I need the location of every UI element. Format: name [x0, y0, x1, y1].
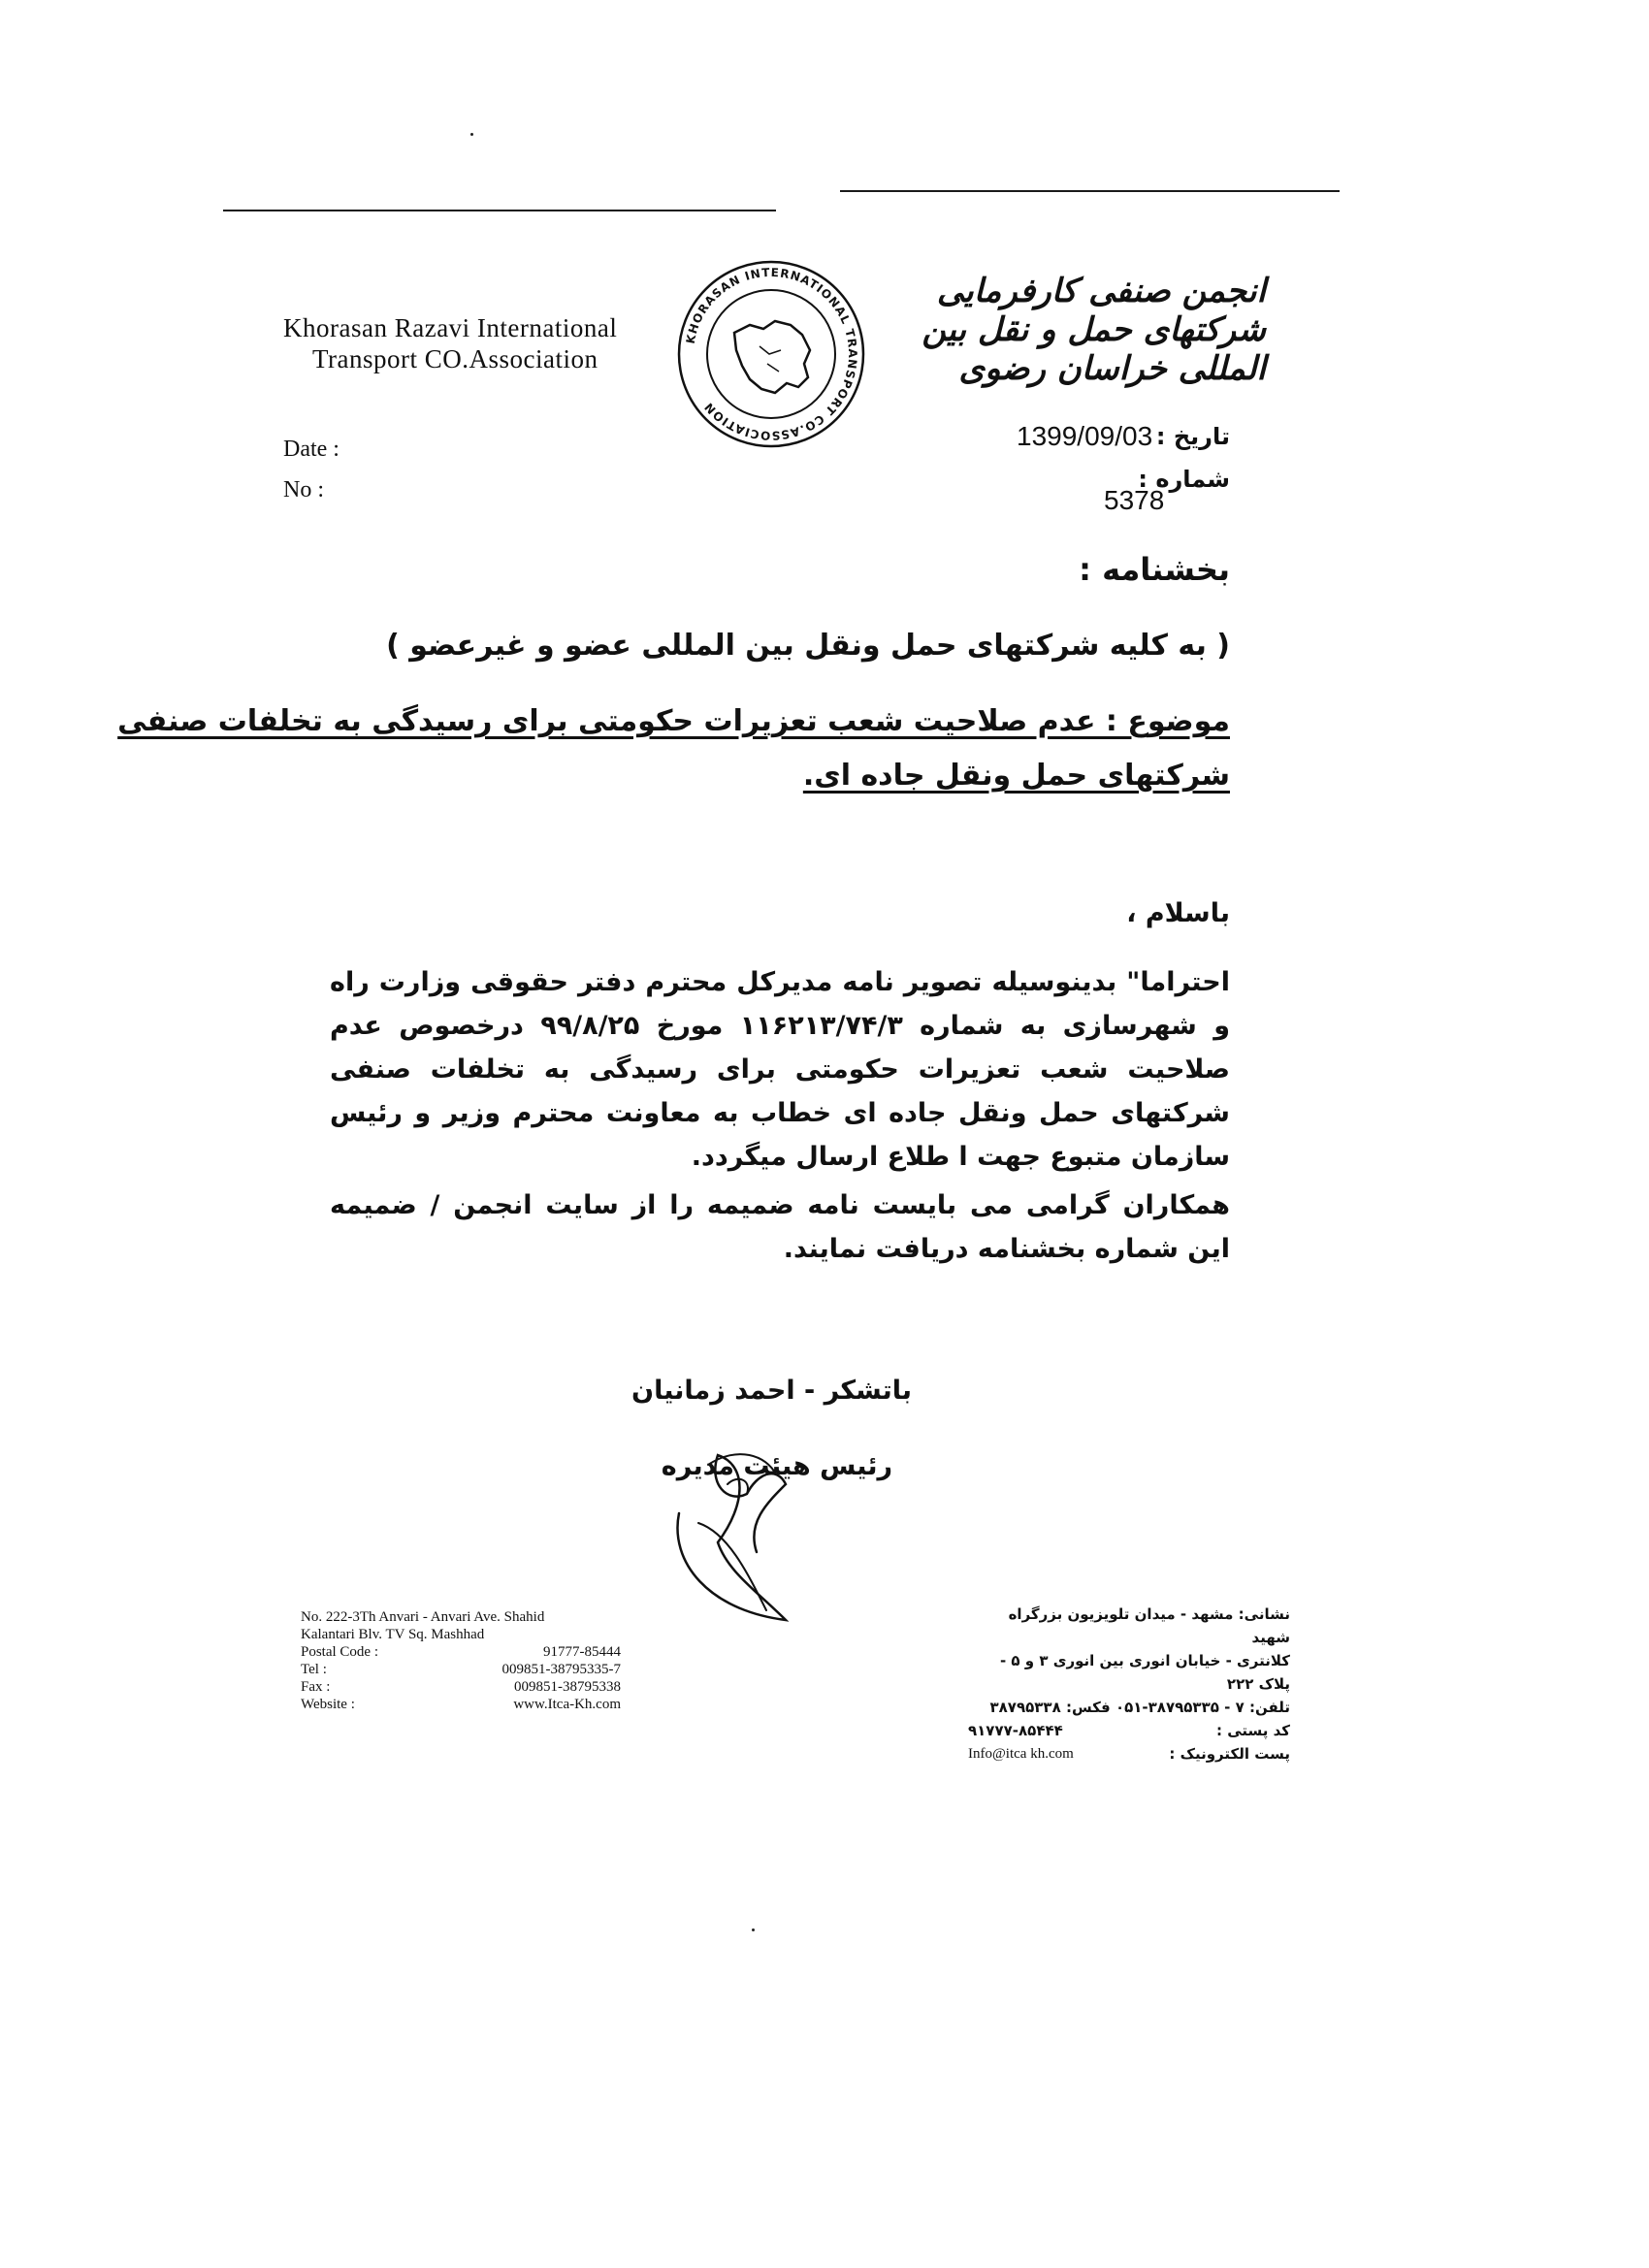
scan-speck [752, 1928, 755, 1931]
subject-line-1: موضوع : عدم صلاحیت شعب تعزیرات حکومتی برای رسیدگی به تخلفات صنفی [117, 704, 1230, 738]
body-paragraph-1: احتراما" بدینوسیله تصویر نامه مدیرکل محترم دفتر حقوقی وزارت راه و شهرسازی به شماره ۱۱۶۲۱۳/۷۴/۳ مورخ ۹۹/۸/۲۵ درخصوص عدم صلاحیت شعب تعزیرات حکومتی برای رسیدگی به تخلفات صنفی شرکتهای حمل ونقل جاده ای خطاب به معاونت محترم وزیر و رئیس سازمان متبوع جهت ا طلاع ارسال میگردد. [330, 967, 1230, 1172]
iran-map-icon [734, 321, 810, 393]
footer-en-website-label: Website : [301, 1697, 355, 1712]
number-label-fa: شماره : [1138, 466, 1230, 493]
date-value: 1399/09/03 [1017, 421, 1153, 451]
footer-en-tel-value: 009851-38795335-7 [501, 1662, 621, 1677]
scan-speck [470, 133, 473, 136]
subject-line-2: شرکتهای حمل ونقل جاده ای. [802, 759, 1230, 793]
footer-fa-email-value: Info@itca kh.com [968, 1746, 1074, 1762]
footer-fa-address-2: کلانتری - خیابان انوری بین انوری ۳ و ۵ - پلاک ۲۲۲ [999, 1652, 1290, 1693]
footer-fa-address-1: نشانی: مشهد - میدان تلویزیون بزرگراه شهید [1008, 1605, 1290, 1646]
footer-en-website-value: www.Itca-Kh.com [513, 1697, 621, 1712]
english-org-name-line2: Transport CO.Association [312, 344, 598, 373]
footer-en-tel-label: Tel : [301, 1662, 327, 1677]
footer-fa-postal-value: ۹۱۷۷۷-۸۵۴۴۴ [968, 1722, 1063, 1739]
letter-recipients: ( به کلیه شرکتهای حمل ونقل بین المللی عضو و غیرعضو ) [386, 629, 1230, 663]
handwritten-signature [640, 1426, 854, 1639]
date-label-en: Date : [283, 437, 340, 462]
header-rule-left [223, 210, 776, 211]
footer-fa-phone: تلفن: ۷ - ۳۸۷۹۵۳۳۵-۰۵۱ فکس: ۳۸۷۹۵۳۳۸ [989, 1699, 1290, 1716]
footer-fa-postal-label: کد پستی : [1215, 1722, 1290, 1739]
closing-name: باتشکر - احمد زمانیان [631, 1376, 912, 1406]
salutation: باسلام ، [1126, 898, 1230, 928]
footer-english [301, 1608, 621, 1713]
date-label-fa: تاریخ : [1155, 423, 1230, 450]
english-org-name [283, 312, 617, 374]
footer-en-address-2: Kalantari Blv. TV Sq. Mashhad [301, 1627, 485, 1642]
header-rule-right [840, 190, 1340, 192]
seal-ring-text: KHORASAN INTERNATIONAL TRANSPORT CO.ASSOCIATION [683, 265, 860, 443]
footer-persian [968, 1603, 1290, 1766]
svg-text:KHORASAN INTERNATIONAL TRANSPO [684, 266, 859, 442]
footer-en-fax-value: 009851-38795338 [514, 1679, 621, 1695]
footer-en-postal-label: Postal Code : [301, 1644, 379, 1660]
english-org-name-line1: Khorasan Razavi International [283, 313, 618, 342]
association-seal-logo [674, 257, 868, 451]
number-value: 5378 [1104, 485, 1165, 515]
persian-org-name: انجمن صنفی کارفرمایی شرکتهای حمل و نقل بین المللی خراسان رضوی [922, 272, 1266, 388]
body-paragraph-2: همکاران گرامی می بایست نامه ضمیمه را از سایت انجمن / ضمیمه این شماره بخشنامه دریافت نمایند. [330, 1190, 1230, 1264]
number-label-en: No : [283, 477, 324, 502]
footer-en-postal-value: 91777-85444 [543, 1644, 621, 1660]
footer-en-fax-label: Fax : [301, 1679, 331, 1695]
signer-title: رئیس هیئت مدیره [661, 1451, 892, 1481]
footer-fa-email-label: پست الکترونیک : [1169, 1745, 1290, 1763]
letter-type: بخشنامه : [1079, 551, 1230, 588]
footer-en-address-1: No. 222-3Th Anvari - Anvari Ave. Shahid [301, 1609, 545, 1625]
